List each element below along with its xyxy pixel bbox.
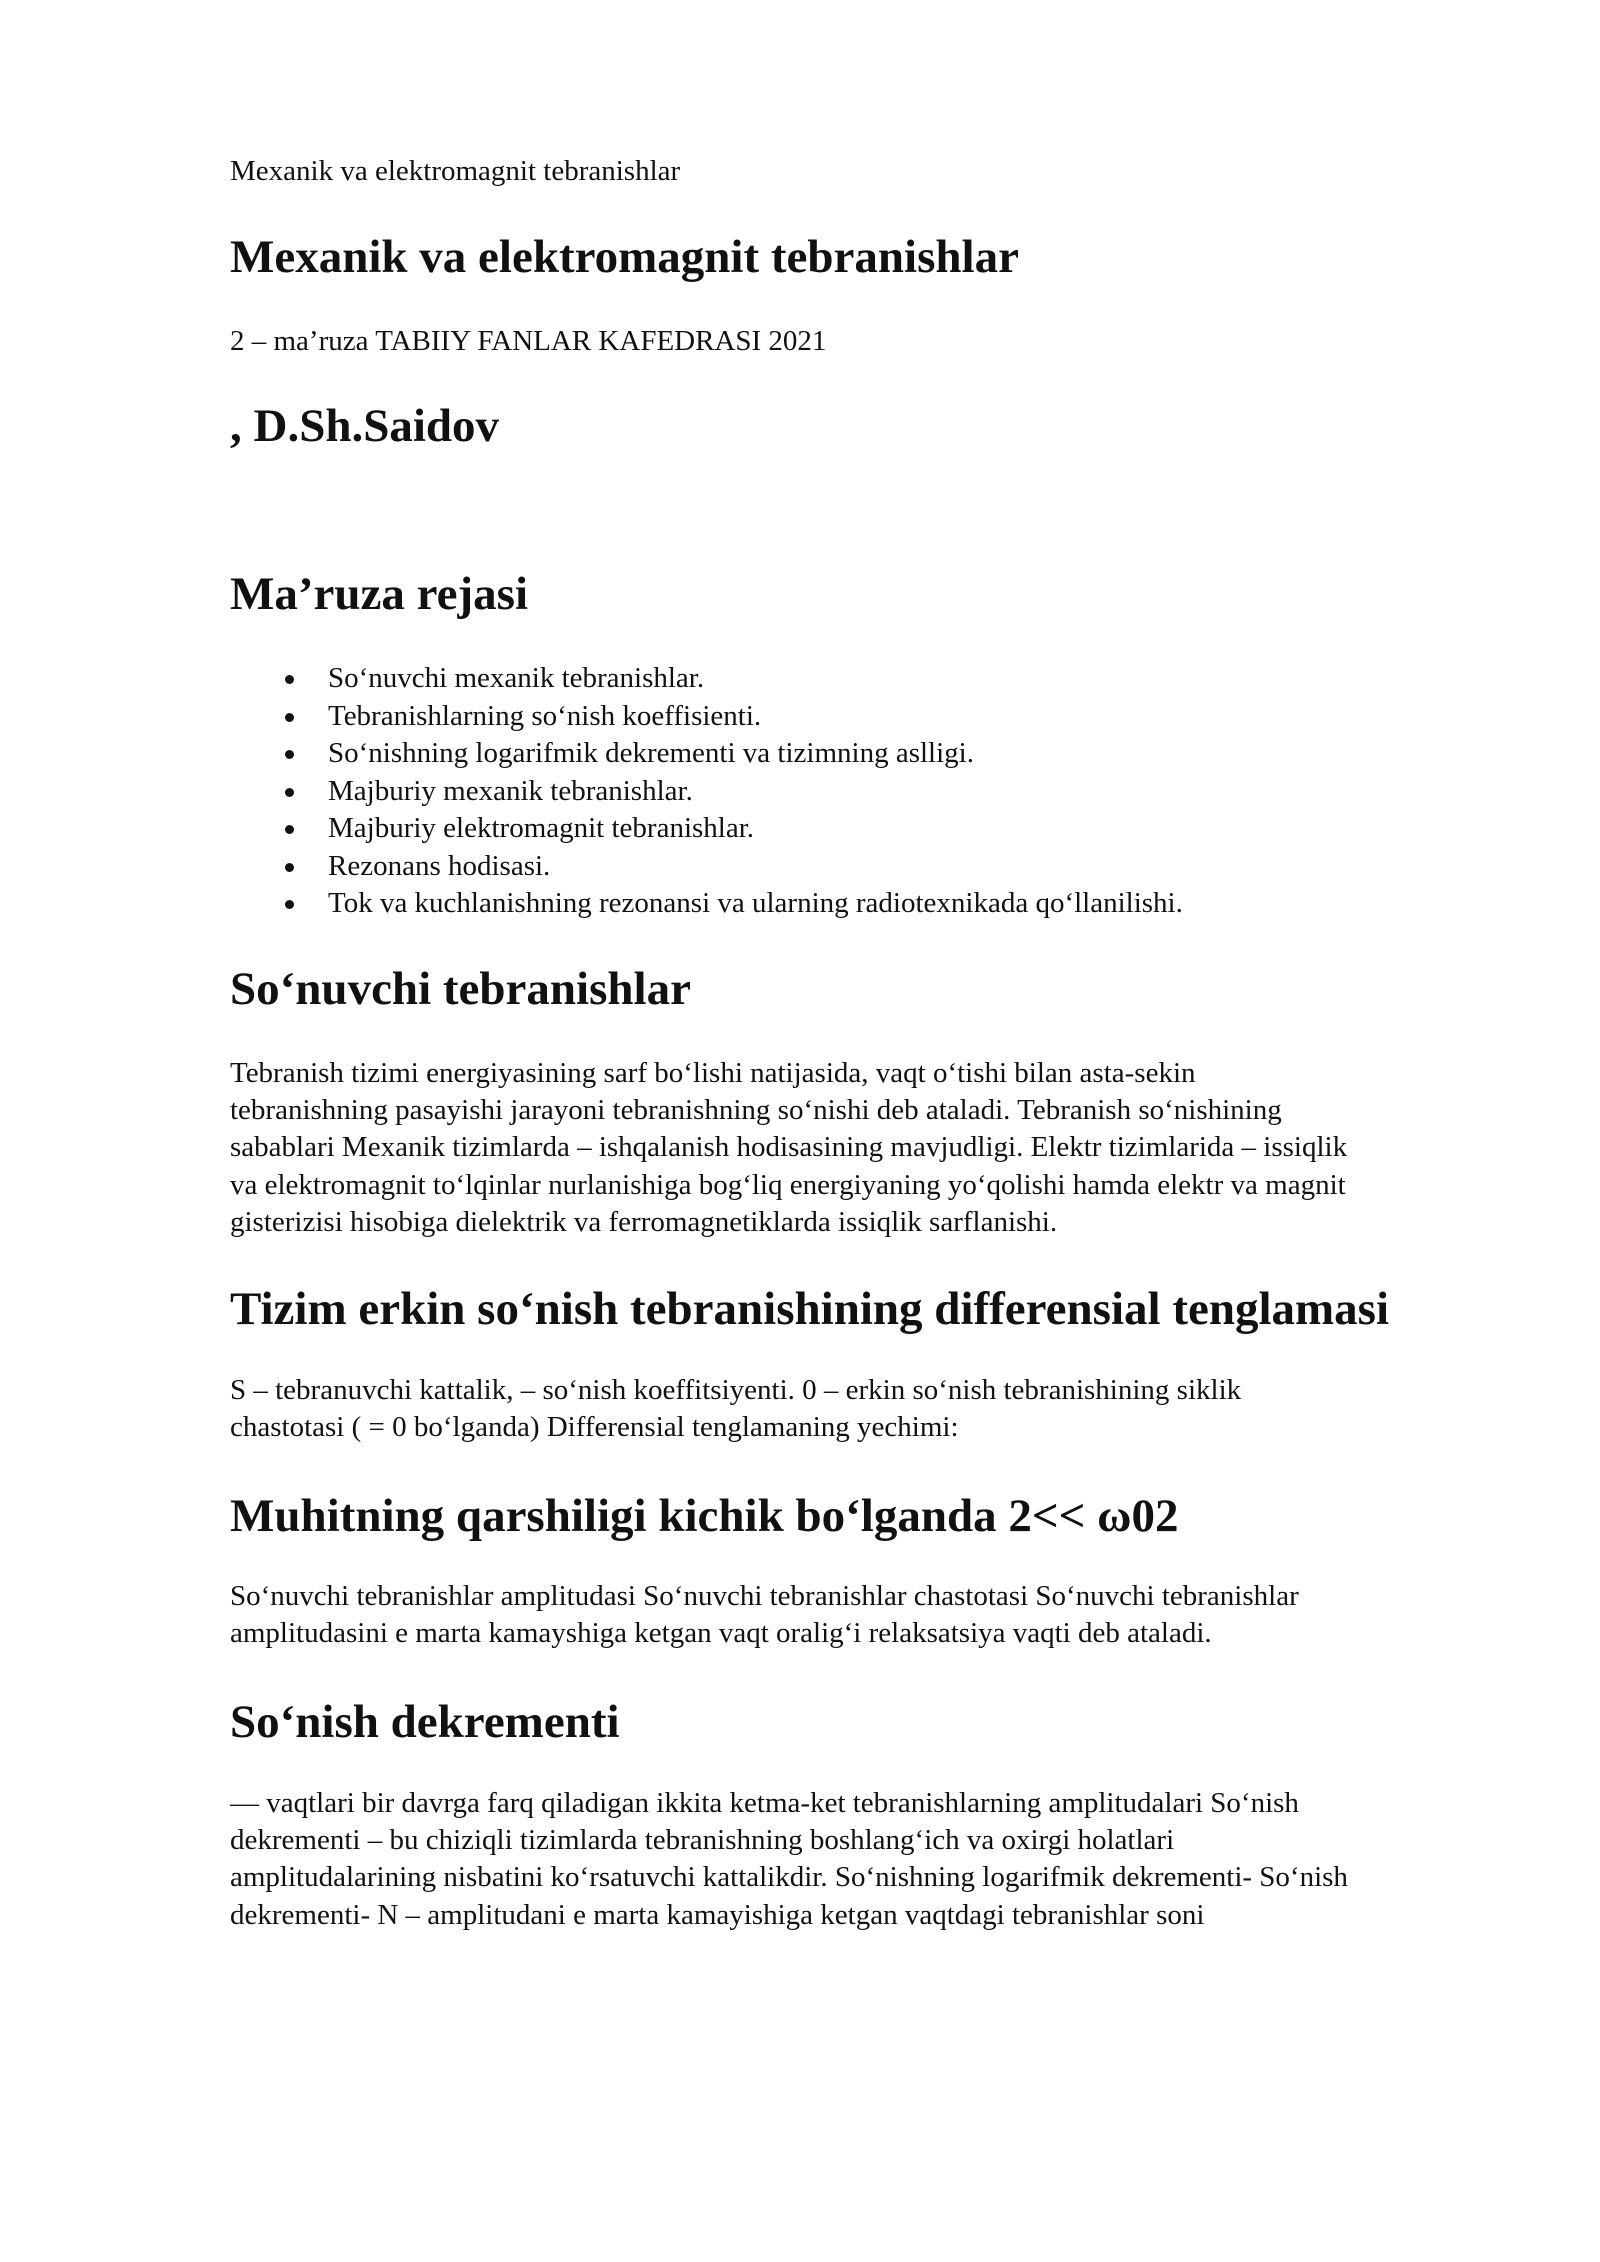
list-item bbox=[230, 660, 1183, 698]
paragraph-line: tebranishning pasayishi jarayoni tebranishning so‘nishi deb ataladi. Tebranish so‘nishining bbox=[230, 1094, 1282, 1127]
paragraph-line: amplitudalarining nisbatini ko‘rsatuvchi kattalikdir. So‘nishning logarifmik dekrementi- So‘nish bbox=[230, 1861, 1348, 1894]
lecture-info: 2 – ma’ruza TABIIY FANLAR KAFEDRASI 2021 bbox=[230, 325, 827, 357]
bullet-icon bbox=[285, 825, 294, 834]
author-heading: , D.Sh.Saidov bbox=[230, 400, 500, 452]
paragraph-line: So‘nuvchi tebranishlar amplitudasi So‘nuvchi tebranishlar chastotasi So‘nuvchi tebranishlar bbox=[230, 1580, 1299, 1612]
section-paragraph-damping-decrement bbox=[230, 1785, 1480, 1934]
list-item bbox=[230, 698, 1183, 736]
section-heading-differential-equation: Tizim erkin so‘nish tebranishining differensial tenglamasi bbox=[230, 1283, 1390, 1335]
list-item-text: Rezonans hodisasi. bbox=[328, 849, 551, 882]
paragraph-line: chastotasi ( = 0 bo‘lganda) Differensial tenglamaning yechimi: bbox=[230, 1411, 959, 1444]
paragraph-line: — vaqtlari bir davrga farq qiladigan ikkita ketma-ket tebranishlarning amplitudalari So‘nish bbox=[230, 1787, 1299, 1819]
paragraph-line: amplitudasini e marta kamayshiga ketgan vaqt oralig‘i relaksatsiya vaqti deb ataladi. bbox=[230, 1617, 1212, 1650]
paragraph-line: S – tebranuvchi kattalik, – so‘nish koeffitsiyenti. 0 – erkin so‘nish tebranishining siklik bbox=[230, 1374, 1242, 1406]
paragraph-line: gisterizisi hisobiga dielektrik va ferromagnetiklarda issiqlik sarflanishi. bbox=[230, 1205, 1058, 1238]
bullet-icon bbox=[285, 750, 294, 759]
paragraph-line: sabablari Mexanik tizimlarda – ishqalanish hodisasining mavjudligi. Elektr tizimlarida – issiqlik bbox=[230, 1131, 1348, 1164]
list-item-text: Tok va kuchlanishning rezonansi va ularning radiotexnikada qo‘llanilishi. bbox=[328, 887, 1183, 919]
section-paragraph-damped-oscillations bbox=[230, 1055, 1480, 1241]
bullet-icon bbox=[285, 863, 294, 872]
bullet-icon bbox=[285, 900, 294, 909]
section-heading-damping-decrement: So‘nish dekrementi bbox=[230, 1696, 620, 1748]
paragraph-line: dekrementi – bu chiziqli tizimlarda tebranishning boshlang‘ich va oxirgi holatlari bbox=[230, 1824, 1175, 1857]
list-item bbox=[230, 735, 1183, 773]
list-item bbox=[230, 885, 1183, 923]
list-item bbox=[230, 810, 1183, 848]
bullet-icon bbox=[285, 675, 294, 684]
document-title: Mexanik va elektromagnit tebranishlar bbox=[230, 231, 1019, 283]
section-paragraph-small-resistance bbox=[230, 1578, 1480, 1652]
list-item-text: Majburiy elektromagnit tebranishlar. bbox=[328, 812, 755, 844]
bullet-icon bbox=[285, 788, 294, 797]
plan-heading: Ma’ruza rejasi bbox=[230, 568, 528, 620]
bullet-icon bbox=[285, 713, 294, 722]
paragraph-line: va elektromagnit to‘lqinlar nurlanishiga bog‘liq energiyaning yo‘qolishi hamda elektr va magnit bbox=[230, 1168, 1346, 1201]
paragraph-line: dekrementi- N – amplitudani e marta kamayishiga ketgan vaqtdagi tebranishlar soni bbox=[230, 1898, 1205, 1931]
section-heading-small-resistance: Muhitning qarshiligi kichik bo‘lganda 2<< ω02 bbox=[230, 1490, 1179, 1542]
list-item-text: So‘nuvchi mexanik tebranishlar. bbox=[328, 662, 705, 694]
list-item-text: So‘nishning logarifmik dekrementi va tizimning aslligi. bbox=[328, 737, 974, 769]
list-item-text: Tebranishlarning so‘nish koeffisienti. bbox=[328, 699, 762, 732]
section-heading-damped-oscillations: So‘nuvchi tebranishlar bbox=[230, 963, 691, 1015]
list-item-text: Majburiy mexanik tebranishlar. bbox=[328, 774, 693, 807]
plan-list bbox=[230, 660, 1183, 923]
list-item bbox=[230, 848, 1183, 886]
running-title: Mexanik va elektromagnit tebranishlar bbox=[230, 155, 681, 187]
list-item bbox=[230, 773, 1183, 811]
paragraph-line: Tebranish tizimi energiyasining sarf bo‘lishi natijasida, vaqt o‘tishi bilan asta-sekin bbox=[230, 1057, 1196, 1089]
section-paragraph-differential-equation bbox=[230, 1372, 1480, 1446]
